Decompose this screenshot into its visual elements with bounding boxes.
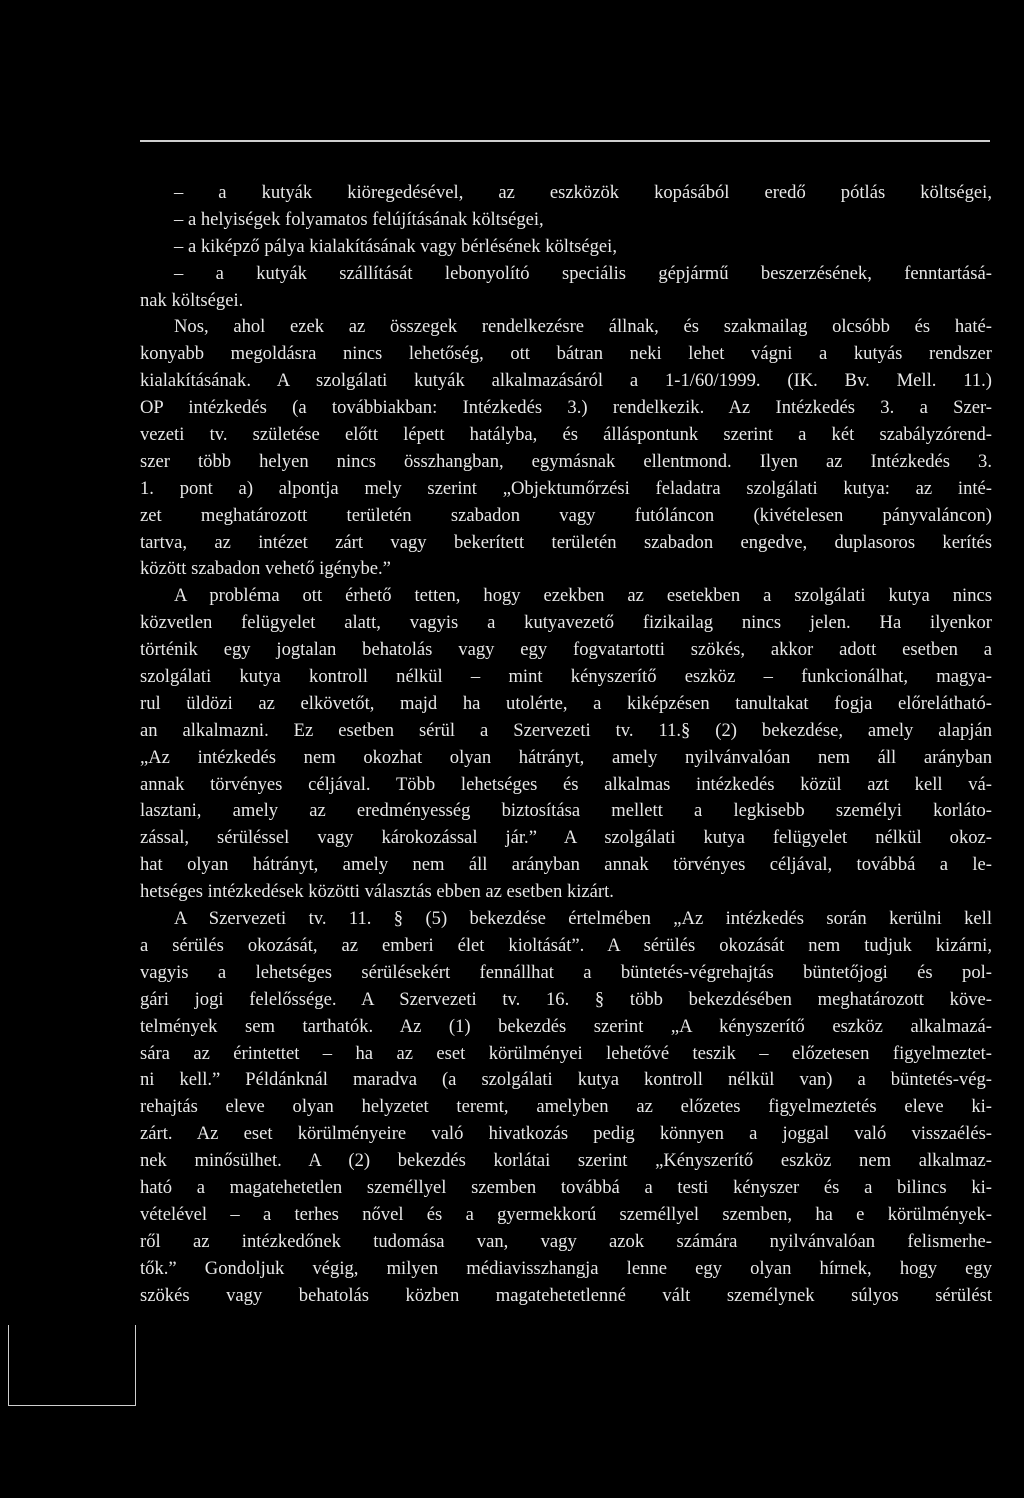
text-line: konyabb megoldásra nincs lehetőség, ott bátran neki lehet vágni a kutyás rendszer [140,343,992,365]
text-line: „Az intézkedés nem okozhat olyan hátrányt, amely nyilvánvalóan nem áll arányban [140,746,992,768]
text-line: – a kutyák szállítását lebonyolító speciális gépjármű beszerzésének, fenntartásá- [174,262,992,284]
text-line: szökés vagy behatolás közben magatehetetlenné vált személynek súlyos sérülést [140,1284,992,1306]
text-line: közvetlen felügyelet alatt, vagyis a kutyavezető fizikailag nincs jelen. Ha ilyenkor [140,612,992,634]
text-line: annak törvényes céljával. Több lehetséges és alkalmas intézkedés közül azt kell vá- [140,773,992,795]
text-line: A probléma ott érhető tetten, hogy ezekben az esetekben a szolgálati kutya nincs [174,585,992,607]
text-line: kialakításának. A szolgálati kutyák alkalmazásáról a 1-1/60/1999. (IK. Bv. Mell. 11.) [140,370,992,392]
text-line: között szabadon vehető igénybe.” [140,558,391,580]
text-line: lasztani, amely az eredményesség biztosítása mellett a legkisebb személyi korláto- [140,800,992,822]
text-line: ni kell.” Példánknál maradva (a szolgálati kutya kontroll nélkül van) a büntetés-vég- [140,1069,992,1091]
text-line: ható a magatehetetlen személlyel szemben továbbá a testi kényszer és a bilincs ki- [140,1176,992,1198]
text-line: Nos, ahol ezek az összegek rendelkezésre állnak, és szakmailag olcsóbb és haté- [174,316,992,338]
text-line: tartva, az intézet zárt vagy bekerített területén szabadon engedve, duplasoros kerítés [140,531,992,553]
text-line: sára az érintettet – ha az eset körülményei lehetővé teszik – előzetesen figyelmeztet- [140,1042,992,1064]
text-line: zet meghatározott területén szabadon vagy futóláncon (kivételesen pányvaláncon) [140,504,992,526]
text-line: a sérülés okozását, az emberi élet kioltását”. A sérülés okozását nem tudjuk kizárni, [140,934,992,956]
top-rule [140,140,990,142]
text-line: telmények sem tarthatók. Az (1) bekezdés szerint „A kényszerítő eszköz alkalmazá- [140,1015,992,1037]
text-line: OP intézkedés (a továbbiakban: Intézkedés 3.) rendelkezik. Az Intézkedés 3. a Szer- [140,397,992,419]
text-line: történik egy jogtalan behatolás vagy egy fogvatartotti szökés, akkor adott esetben a [140,639,992,661]
text-line: gári jogi felelőssége. A Szervezeti tv. 16. § több bekezdésében meghatározott köve- [140,988,992,1010]
text-line: vételével – a terhes nővel és a gyermekkorú személlyel szemben, ha e körülmények- [140,1203,992,1225]
text-line: nak költségei. [140,289,244,311]
text-line: ről az intézkedőnek tudomása van, vagy azok számára nyilvánvalóan felismerhe- [140,1230,992,1252]
body-text [140,180,992,1309]
text-line: zással, sérüléssel vagy károkozással jár.” A szolgálati kutya felügyelet nélkül okoz- [140,827,992,849]
text-line: tők.” Gondoljuk végig, milyen médiavisszhangja lenne egy olyan hírnek, hogy egy [140,1257,992,1279]
text-line: rehajtás eleve olyan helyzetet teremt, amelyben az előzetes figyelmeztetés eleve ki- [140,1096,992,1118]
text-line: szer több helyen nincs összhangban, egymásnak ellentmond. Ilyen az Intézkedés 3. [140,450,992,472]
text-line: nek minősülhet. A (2) bekezdés korlátai szerint „Kényszerítő eszköz nem alkalmaz- [140,1150,992,1172]
text-line: – a kutyák kiöregedésével, az eszközök kopásából eredő pótlás költségei, [174,182,992,203]
text-line: – a helyiségek folyamatos felújításának költségei, [174,208,544,230]
text-line: vezeti tv. születése előtt lépett hatályba, és álláspontunk szerint a két szabályzórend- [140,424,992,446]
text-line: rul üldözi az elkövetőt, majd ha utolérte, a kiképzésen tanultakat fogja előrelátható- [140,692,992,714]
text-line: szolgálati kutya kontroll nélkül – mint kényszerítő eszköz – funkcionálhat, magya- [140,666,992,688]
text-line: – a kiképző pálya kialakításának vagy bérlésének költségei, [174,235,617,257]
text-line: vagyis a lehetséges sérülésekért fennállhat a büntetés-végrehajtás büntetőjogi és pol- [140,961,992,983]
text-line: A Szervezeti tv. 11. § (5) bekezdése értelmében „Az intézkedés során kerülni kell [174,908,992,930]
text-line: an alkalmazni. Ez esetben sérül a Szervezeti tv. 11.§ (2) bekezdése, amely alapján [140,719,992,741]
text-line: hat olyan hátrányt, amely nem áll arányban annak törvényes céljával, továbbá a le- [140,854,992,876]
margin-bracket [8,1325,136,1406]
text-line: hetséges intézkedések közötti választás ebben az esetben kizárt. [140,881,614,903]
text-line: zárt. Az eset körülményeire való hivatkozás pedig könnyen a joggal való visszaélés- [140,1123,992,1145]
text-line: 1. pont a) alpontja mely szerint „Objektumőrzési feladatra szolgálati kutya: az inté- [140,477,992,499]
